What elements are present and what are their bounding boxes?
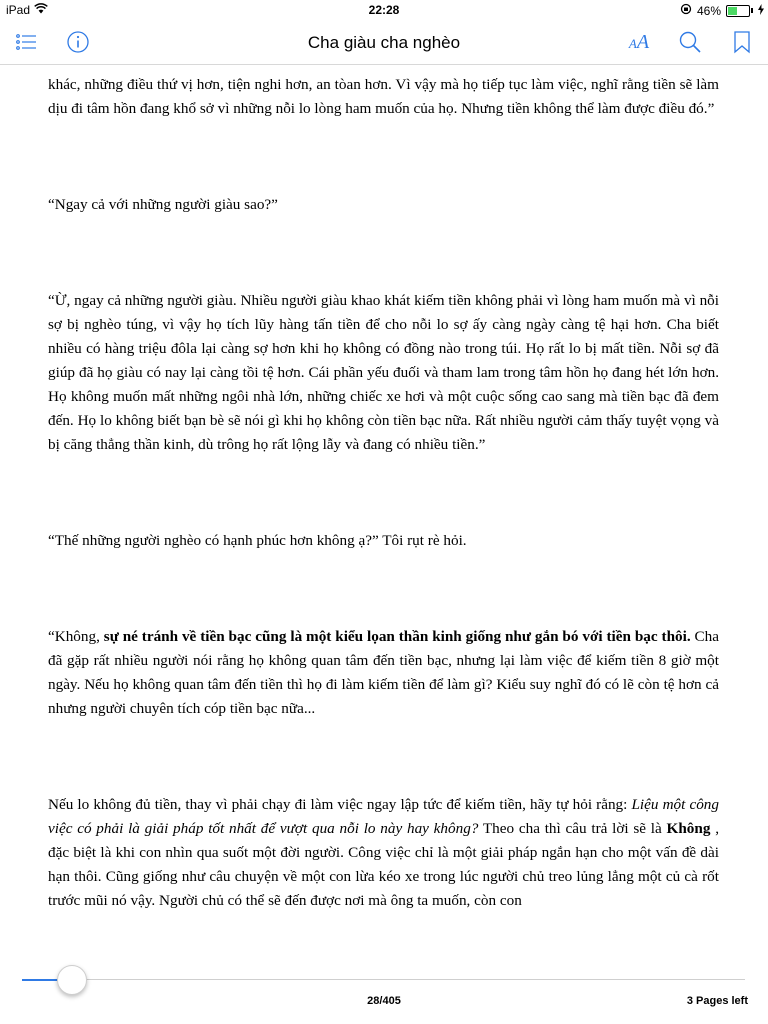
text-run: , đặc biệt là khi con nhìn qua suốt một đời người. Công việc chỉ là một giải pháp ngắn hạn cho một vấn đề dài hạn thôi. Cũng giống như câu chuyện về một con lừa kéo xe trong lúc người chủ treo lủng lẳng một củ cà rốt trước mũi nó vậy. Người chủ có thể sẽ đến được nơi mà ông ta muốn, còn con bbox=[48, 820, 719, 909]
rotation-lock-icon bbox=[680, 3, 692, 18]
bold-text: sự né tránh về tiền bạc cũng là một kiểu lọan thần kinh giống như gắn bó với tiền bạc thôi. bbox=[103, 628, 691, 645]
status-right bbox=[680, 3, 764, 18]
page-indicator: 28/405 bbox=[367, 995, 401, 1007]
paragraph bbox=[48, 625, 719, 721]
italic-text: Liệu một công việc có phải là giải pháp tốt nhất để vượt qua nỗi lo này hay không? bbox=[48, 796, 719, 837]
pages-left-label: 3 Pages left bbox=[686, 995, 748, 1007]
bookmark-icon[interactable] bbox=[728, 28, 756, 56]
paragraph-spacer bbox=[48, 457, 719, 529]
paragraph-spacer bbox=[48, 121, 719, 193]
book-title: Cha giàu cha nghèo bbox=[307, 33, 461, 52]
battery-icon bbox=[726, 5, 750, 17]
search-icon[interactable] bbox=[676, 28, 704, 56]
status-bar bbox=[0, 0, 768, 20]
text-run: Nếu lo không đủ tiền, thay vì phải chạy đi làm việc ngay lập tức để kiếm tiền, hãy tự hỏi rằng: bbox=[48, 796, 632, 813]
battery-percent: 46% bbox=[696, 3, 721, 18]
paragraph: khác, những điều thứ vị hơn, tiện nghi hơn, an tòan hơn. Vì vậy mà họ tiếp tục làm việc, nghĩ rằng tiền sẽ làm dịu đi tâm hồn đang khổ sở vì những nỗi lo lòng ham muốn của họ. Nhưng tiền không thể làm được điều đó.” bbox=[48, 76, 719, 117]
text-run: “Không, bbox=[48, 628, 104, 645]
font-size-icon[interactable]: AA bbox=[628, 31, 650, 53]
paragraph bbox=[48, 793, 719, 913]
paragraph-spacer bbox=[48, 553, 719, 625]
charging-icon bbox=[758, 4, 764, 18]
battery-fill bbox=[728, 7, 737, 15]
paragraph-spacer bbox=[48, 721, 719, 793]
page-scrubber-thumb[interactable] bbox=[57, 965, 87, 995]
bold-text: Không bbox=[666, 820, 711, 837]
page-scrubber-track[interactable] bbox=[72, 979, 745, 980]
battery-tip bbox=[751, 8, 753, 13]
paragraph: “Ừ, ngay cả những người giàu. Nhiều người giàu khao khát kiếm tiền không phải vì lòng ham muốn mà vì nỗi sợ bị nghèo túng, vì vậy họ tích lũy hàng tấn tiền để cho nỗi lo sợ ấy càng ngày càng tệ hại hơn. Cha biết nhiều có hàng triệu đôla lại càng sợ hơn khi họ không có đồng nào trong túi. Họ rất lo bị mất tiền. Nỗi sợ đã giúp đã họ giàu có nay lại càng tồi tệ hơn. Cái phần yếu đuối và tham lam trong tâm hồn họ đang hét lớn hơn. Họ không muốn mất những ngôi nhà lớn, những chiếc xe hơi và một cuộc sống cao sang mà tiền bạc đã đem đến. Họ lo không biết bạn bè sẽ nói gì khi họ không còn tiền bạc nữa. Rất nhiều người cảm thấy tuyệt vọng và bị căng thẳng thần kinh, dù trông họ rất lộng lẫy và đang có nhiều tiền.” bbox=[48, 292, 719, 453]
reader-toolbar bbox=[0, 20, 768, 65]
text-run: Cha đã gặp rất nhiều người nói rằng họ không quan tâm đến tiền bạc, nhưng lại làm việc để kiếm tiền 8 giờ một ngày. Nếu họ không quan tâm đến tiền thì họ đi làm kiếm tiền để làm gì? Kiểu suy nghĩ đó có lẽ còn tệ hơn cả nhưng người chuyên tích cóp tiền bạc nữa... bbox=[48, 628, 719, 717]
status-time: 22:28 bbox=[368, 3, 400, 17]
device-name: iPad bbox=[6, 3, 31, 17]
paragraph-spacer bbox=[48, 217, 719, 289]
text-run: Theo cha thì câu trả lời sẽ là bbox=[478, 820, 667, 837]
book-page-content bbox=[48, 64, 719, 964]
paragraph: “Thế những người nghèo có hạnh phúc hơn không ạ?” Tôi rụt rè hỏi. bbox=[48, 532, 467, 549]
paragraph: “Ngay cả với những người giàu sao?” bbox=[48, 196, 278, 213]
